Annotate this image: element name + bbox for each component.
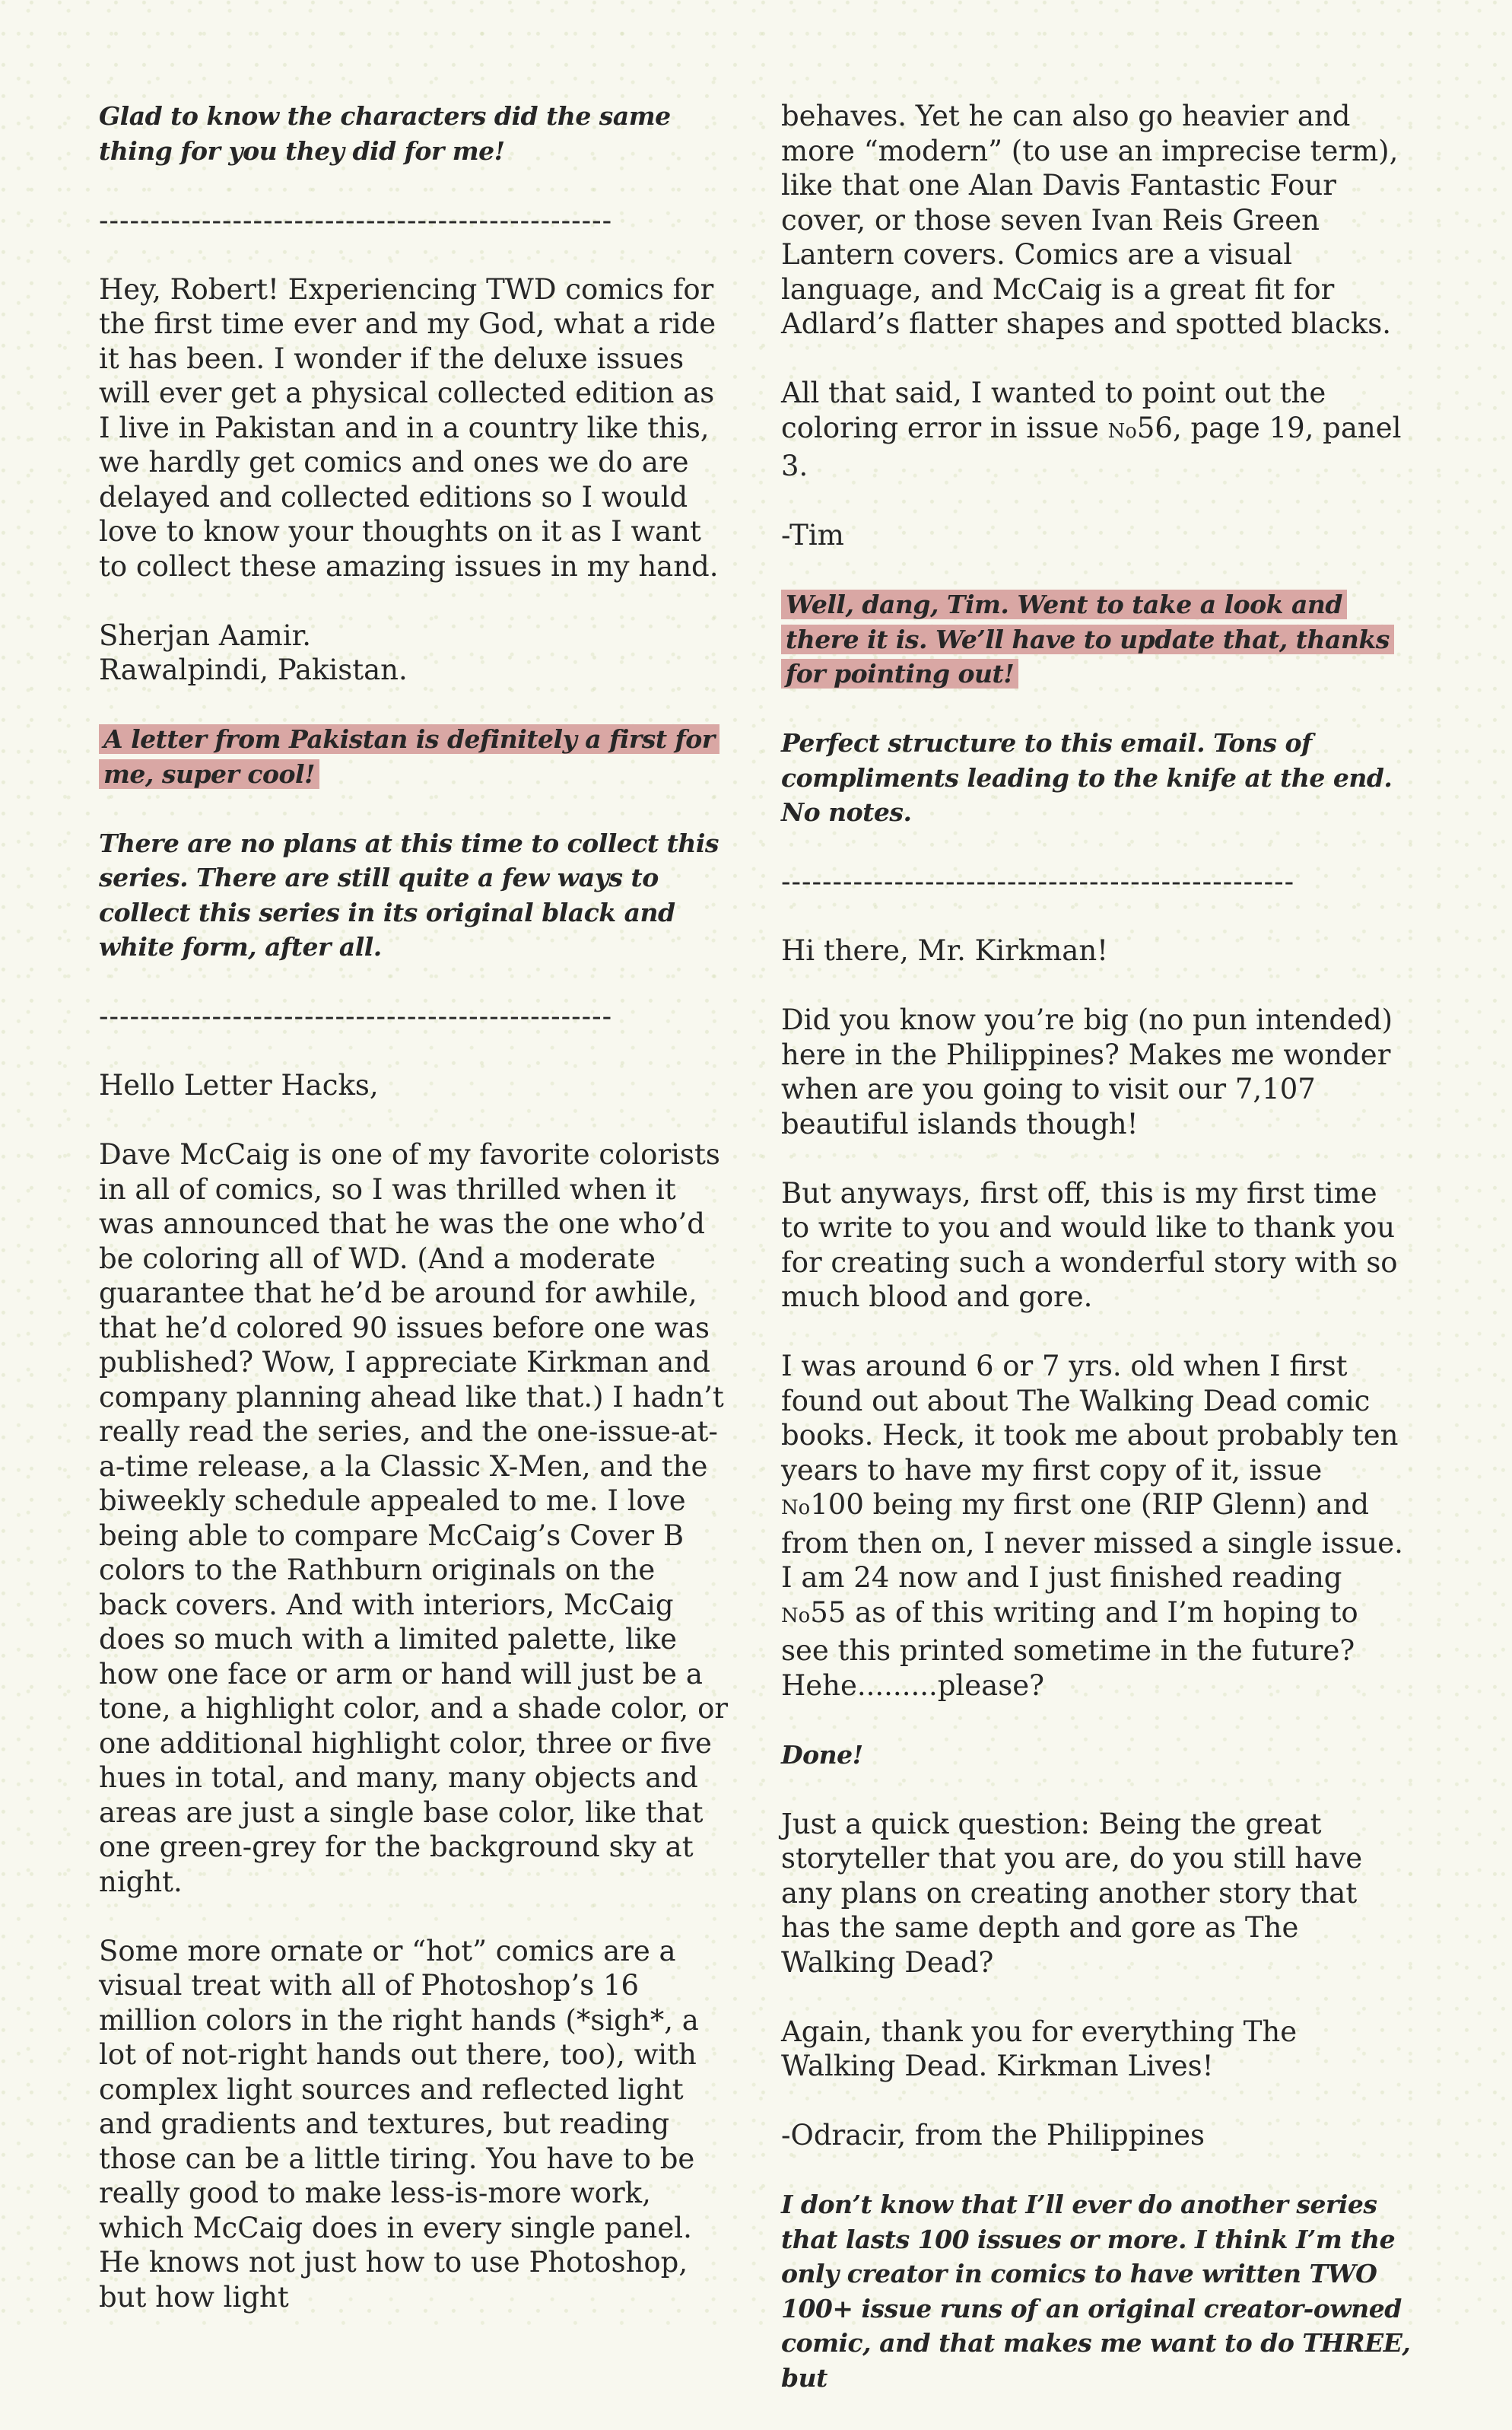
reply-text: Perfect structure to this email. Tons of compliments leading to the knife at the end. No notes. — [781, 728, 1393, 827]
left-column — [99, 99, 730, 2349]
reply-text: I don’t know that I’ll ever do another series that lasts 100 issues or more. I think I’m the only creator in comics to have written TWO 100+ issue runs of an original creator-owned comic, and that makes me want to do THREE, but — [781, 2190, 1411, 2393]
letter-body: Hey, Robert! Experiencing TWD comics for the first time ever and my God, what a ride it has been. I wonder if the deluxe issues will ever get a physical collected edition as I live in Pakistan and in a country like this, we hardly get comics and ones we do are delayed and collected editions so I would love to know your thoughts on it as I want to collect these amazing issues in my hand. — [99, 272, 719, 583]
divider: -------------------------------------------------- — [99, 203, 613, 237]
letter-paragraph: Did you know you’re big (no pun intended) here in the Philippines? Makes me wonder when are you going to visit our 7,107 beautiful islands though! — [781, 1003, 1393, 1140]
signature-name: Sherjan Aamir. — [99, 619, 311, 652]
letter-paragraph: Some more ornate or “hot” comics are a visual treat with all of Photoshop’s 16 million colors in the right hands (*sigh*, a lot of not-right hands out there, too), with complex light sources and reflected light and gradients and textures, but reading those can be a little tiring. You have to be really good to make less-is-more work, which McCaig does in every single panel. He knows not just how to use Photoshop, but how light — [99, 1934, 699, 2314]
letter-paragraph: Again, thank you for everything The Walking Dead. Kirkman Lives! — [781, 2015, 1298, 2082]
signature: -Odracir, from the Philippines — [781, 2119, 1205, 2152]
right-column — [781, 99, 1412, 2430]
letter-paragraph: All that said, I wanted to point out the coloring error in issue No56, page 19, panel 3. — [781, 377, 1402, 482]
letter-paragraph: Dave McCaig is one of my favorite colorists in all of comics, so I was thrilled when it was announced that he was the one who’d be coloring all of WD. (And a moderate guarantee that he’d be around for awhile, that he’d colored 90 issues before one was published? Wow, I appreciate Kirkman and company planning ahead like that.) I hadn’t really read the series, and the one-issue-at-a-time release, a la Classic X-Men, and the biweekly schedule appealed to me. I love being able to compare McCaig’s Cover B colors to the Rathburn originals on the back covers. And with interiors, McCaig does so much with a limited palette, like how one face or arm or hand will just be a tone, a highlight color, and a shade color, or one additional highlight color, three or five hues in total, and many, many objects and areas are just a single base color, like that one green-grey for the background sky at night. — [99, 1138, 729, 1898]
divider: -------------------------------------------------- — [781, 865, 1295, 898]
letter-paragraph: Just a quick question: Being the great storyteller that you are, do you still have any plans on creating another story that has the same depth and gore as The Walking Dead? — [781, 1807, 1363, 1979]
letter-greeting: Hi there, Mr. Kirkman! — [781, 934, 1109, 967]
highlight-text: A letter from Pakistan is definitely a first for me, super cool! — [99, 724, 719, 789]
signature: -Tim — [781, 519, 844, 552]
letter-paragraph: But anyways, first off, this is my first time to write to you and would like to thank you for creating such a wonderful story with so much blood and gore. — [781, 1176, 1398, 1313]
letter-paragraph: I was around 6 or 7 yrs. old when I first found out about The Walking Dead comic books. Heck, it took me about probably ten years to have my first copy of it, issue No100 being my first one (RIP Glenn) and from then on, I never missed a single issue. I am 24 now and I just finished reading No55 as of this writing and I’m hoping to see this printed sometime in the future? Hehe.........please? — [781, 1350, 1403, 1702]
letter-paragraph: behaves. Yet he can also go heavier and more “modern” (to use an imprecise term), like that one Alan Davis Fantastic Four cover, or those seven Ivan Reis Green Lantern covers. Comics are a visual language, and McCaig is a great fit for Adlard’s flatter shapes and spotted blacks. — [781, 100, 1399, 340]
reply-highlighted — [99, 722, 730, 791]
signature-place: Rawalpindi, Pakistan. — [99, 654, 408, 686]
highlight-text: Well, dang, Tim. Went to take a look and there it is. We’ll have to update that, thanks for pointing out! — [781, 590, 1394, 689]
reply-intro: Glad to know the characters did the same thing for you they did for me! — [99, 101, 671, 166]
divider: -------------------------------------------------- — [99, 1000, 613, 1032]
letter-greeting: Hello Letter Hacks, — [99, 1069, 379, 1102]
reply-text: There are no plans at this time to collect this series. There are still quite a few ways to collect this series in its original black and white form, after all. — [99, 828, 719, 962]
reply-done: Done! — [781, 1739, 863, 1770]
reply-highlighted — [781, 587, 1412, 692]
